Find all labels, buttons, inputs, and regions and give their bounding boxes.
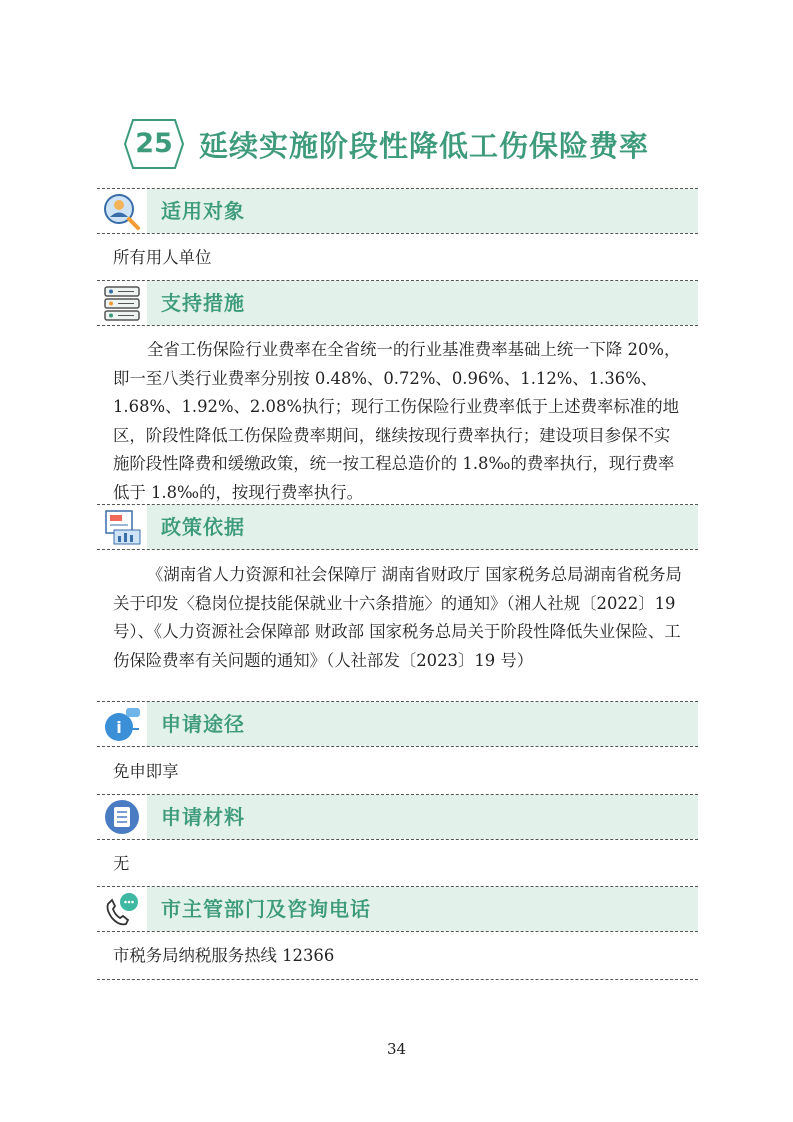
section-title-contact: 市主管部门及咨询电话 bbox=[161, 897, 371, 921]
info-chat-icon bbox=[97, 702, 147, 746]
list-document-icon bbox=[97, 795, 147, 839]
page-title: 延续实施阶段性降低工伤保险费率 bbox=[199, 129, 650, 163]
section-number-badge bbox=[123, 118, 185, 170]
target-content: 所有用人单位 bbox=[113, 248, 212, 267]
section-contact bbox=[97, 887, 698, 931]
section-title-basis: 政策依据 bbox=[161, 515, 245, 539]
page-number: 34 bbox=[386, 1040, 407, 1058]
section-title-materials: 申请材料 bbox=[161, 805, 245, 829]
channel-content: 免申即享 bbox=[113, 762, 179, 781]
materials-content: 无 bbox=[113, 854, 130, 873]
measures-content: 全省工伤保险行业费率在全省统一的行业基准费率基础上统一下降 20%，即一至八类行业费率分别按 0.48%、0.72%、0.96%、1.12%、1.36%、1.68%、1.92%、2.08%执行；现行工伤保险行业费率低于上述费率标准的地区，阶段性降低工伤保险费率期间，继续按现行费率执行；建设项目参保不实施阶段性降费和缓缴政策，统一按工程总造价的 1.8‰的费率执行，现行费率低于 1.8‰的，按现行费率执行。 bbox=[113, 340, 681, 502]
basis-content: 《湖南省人力资源和社会保障厅 湖南省财政厅 国家税务总局湖南省税务局关于印发〈稳岗位提技能保就业十六条措施〉的通知》（湘人社规〔2022〕19 号）、《人力资源社会保障部 财政部 国家税务总局关于阶段性降低失业保险、工伤保险费率有关问题的通知》（人社部发〔2023〕19 号） bbox=[113, 565, 682, 670]
section-materials bbox=[97, 795, 698, 839]
section-header bbox=[123, 118, 683, 174]
person-search-icon bbox=[97, 189, 147, 233]
bottom-divider bbox=[97, 979, 698, 980]
section-channel bbox=[97, 702, 698, 746]
section-number: 25 bbox=[135, 128, 173, 159]
section-measures bbox=[97, 281, 698, 325]
phone-chat-icon bbox=[97, 887, 147, 931]
section-title-channel: 申请途径 bbox=[161, 712, 245, 736]
section-title-target: 适用对象 bbox=[161, 199, 245, 223]
svg-text:i: i bbox=[116, 718, 122, 737]
section-basis bbox=[97, 505, 698, 549]
section-target bbox=[97, 189, 698, 233]
section-title-measures: 支持措施 bbox=[161, 291, 245, 315]
contact-content: 市税务局纳税服务热线 12366 bbox=[113, 946, 335, 965]
server-list-icon bbox=[97, 281, 147, 325]
document-chart-icon bbox=[97, 505, 147, 549]
